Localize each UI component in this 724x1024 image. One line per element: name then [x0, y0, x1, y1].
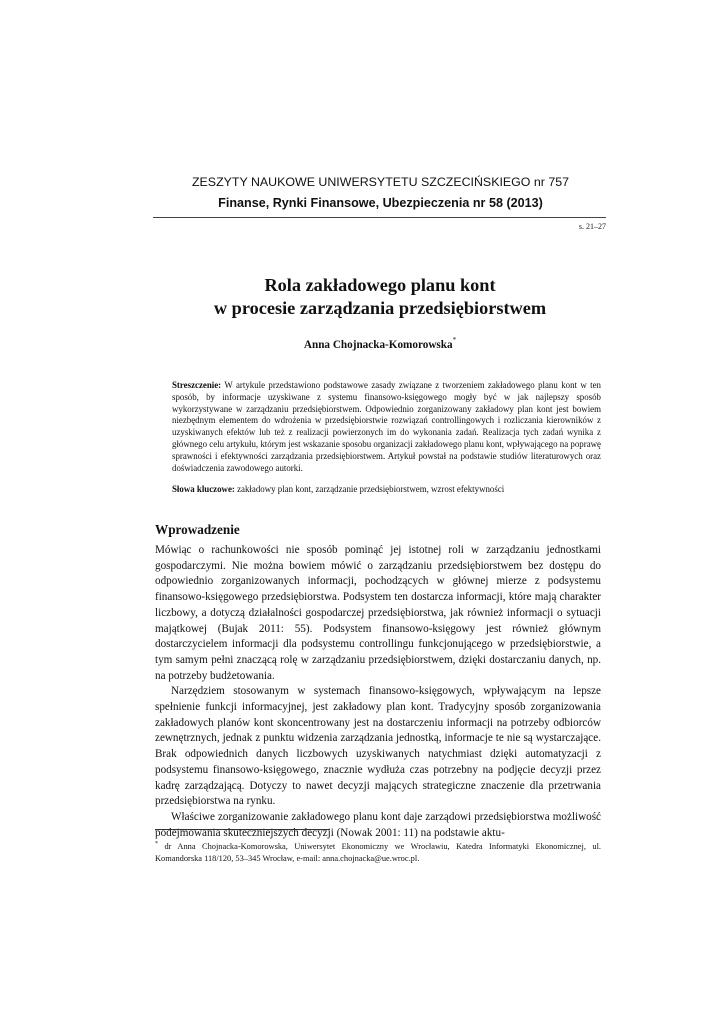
- journal-name: ZESZYTY NAUKOWE UNIWERSYTETU SZCZECIŃSKIEGO nr 757: [191, 175, 570, 189]
- body-paragraph: Mówiąc o rachunkowości nie sposób pominąć jej istotnej roli w zarządzaniu jednostkami gospodarczymi. Nie można bowiem mówić o zarządzaniu przedsiębiorstwem bez dostępu do odpowiednio zorganizowanych informacji, pochodzących w głównej mierze z podsystemu finansowo-księgowego przedsiębiorstwa. Podsystem ten dostarcza informacji, które mają charakter liczbowy, a dotyczą działalności gospodarczej przedsiębiorstwa, jak również informacji o sytuacji majątkowej (Bujak 2011: 55). Podsystem finansowo-księgowy jest również głównym dostarczycielem informacji dla podsystemu controllingu funkcjonującego w przedsiębiorstwie, a tym samym pełni znaczącą rolę w zarządzaniu przedsiębiorstwem, dzięki dostarczaniu danych, np. na potrzeby budżetowania.: [155, 544, 601, 682]
- keywords-text: zakładowy plan kont, zarządzanie przedsiębiorstwem, wzrost efektywności: [237, 484, 505, 494]
- journal-series: Finanse, Rynki Finansowe, Ubezpieczenia nr 58 (2013): [218, 196, 543, 210]
- abstract-label: Streszczenie:: [172, 380, 222, 390]
- section-body: [155, 543, 601, 841]
- article-title-line-1: Rola zakładowego planu kont: [264, 275, 496, 295]
- footnote: [155, 838, 601, 865]
- abstract-text: W artykule przedstawiono podstawowe zasady związane z tworzeniem zakładowego planu kont w ten sposób, by informacje uzyskiwane z systemu finansowo-księgowego mogły być w jak najlepszy sposób wykorzystywane w zarządzaniu przedsiębiorstwem. Odpowiednio zorganizowany zakładowy plan kont jest bowiem niezbędnym elementem do wdrożenia w przedsiębiorstwie rozwiązań controllingowych i rozliczania kierowników z uzyskiwanych efektów lub też z realizacji powierzonych im do wykonania zadań. Realizacja tych zadań wynika z głównego celu artykułu, którym jest wskazanie sposobu organizacji zakładowego planu kont, wpływającego na poprawę sprawności i efektywności zarządzania przedsiębiorstwem. Artykuł powstał na podstawie studiów literaturowych oraz doświadczenia zawodowego autorki.: [172, 380, 601, 473]
- author-name: Anna Chojnacka-Komorowska: [303, 339, 453, 351]
- footnote-text: dr Anna Chojnacka-Komorowska, Uniwersytet Ekonomiczny we Wrocławiu, Katedra Informatyki Ekonomicznej, ul. Komandorska 118/120, 53–345 Wrocław, e-mail: anna.chojnacka@ue.wroc.pl.: [155, 842, 601, 863]
- body-paragraph: Narzędziem stosowanym w systemach finansowo-księgowych, wpływającym na lepsze spełnienie funkcji informacyjnej, jest zakładowy plan kont. Tradycyjny sposób zorganizowania zakładowych planów kont skoncentrowany jest na dostarczeniu informacji na potrzeby odbiorców zewnętrznych, jednak z punktu widzenia zarządzania jednostką, informacje te nie są wystarczające. Brak odpowiednich danych liczbowych uzyskiwanych natychmiast dzięki automatyzacji z podsystemu finansowo-księgowego, znacznie wydłuża czas potrzebny na podjęcie decyzji przez kadrę zarządzającą. Dotyczy to nawet decyzji mających strategiczne znaczenie dla przetrwania przedsiębiorstwa na rynku.: [155, 685, 601, 808]
- body-paragraph: Właściwe zorganizowanie zakładowego planu kont daje zarządowi przedsiębiorstwa możliwość podejmowania skuteczniejszych decyzji (Nowak 2001: 11) na podstawie aktu-: [155, 810, 601, 839]
- article-title-line-2: w procesie zarządzania przedsiębiorstwem: [213, 298, 547, 318]
- keywords-label: Słowa kluczowe:: [172, 484, 235, 494]
- author-footnote-mark: *: [452, 336, 457, 344]
- page-range: s. 21–27: [578, 222, 606, 231]
- section-heading: Wprowadzenie: [155, 522, 240, 537]
- abstract: [172, 380, 601, 474]
- article-title: [150, 274, 610, 320]
- header-divider: [153, 217, 606, 218]
- footnote-mark: *: [155, 841, 158, 847]
- author: [150, 336, 610, 351]
- footnote-divider: [155, 829, 330, 830]
- keywords: [172, 484, 601, 496]
